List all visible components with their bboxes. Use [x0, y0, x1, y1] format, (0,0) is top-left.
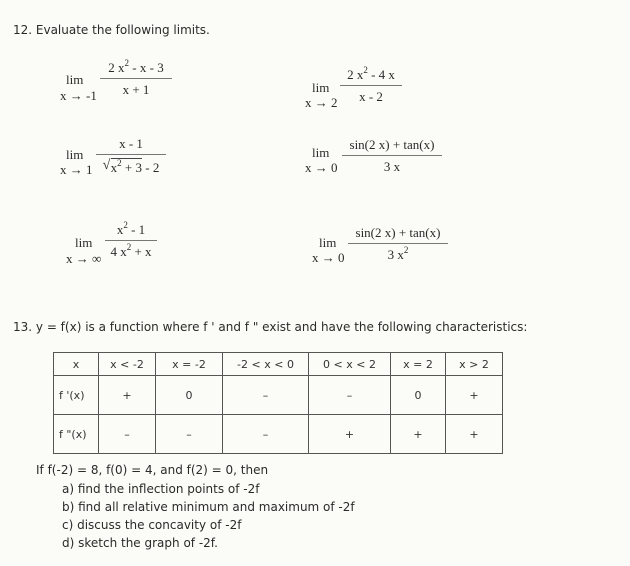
table-cell: + [99, 376, 156, 415]
fraction-bar [100, 78, 172, 79]
radical-icon: √ [102, 158, 111, 173]
part-c: c) discuss the concavity of -2f [62, 518, 242, 532]
lim-word: lim [312, 80, 330, 95]
numerator: $x^2 - 1$ [116, 220, 146, 237]
table-cell: + [446, 376, 503, 415]
fraction-bar [96, 154, 166, 155]
row-label: f '(x) [54, 376, 99, 415]
table-cell: 0 [391, 376, 446, 415]
fraction [348, 225, 448, 263]
table-header-cell: x [54, 353, 99, 376]
fraction [96, 136, 166, 176]
denominator: 3 $x^2$ [387, 245, 409, 262]
table-header-cell: x > 2 [446, 353, 503, 376]
numerator: 2 $x^2 - 4$ x [347, 65, 395, 82]
part-b: b) find all relative minimum and maximum of -2f [62, 500, 355, 514]
lim-word: lim [312, 145, 330, 160]
denominator: 3 x [383, 159, 401, 174]
problem-13-heading: 13. y = f(x) is a function where f ' and f " exist and have the following characteristics: [13, 320, 528, 334]
table-cell: – [223, 415, 309, 454]
lim-approach: x → 2 [305, 95, 338, 110]
table-cell: – [156, 415, 223, 454]
fraction [100, 60, 172, 98]
fraction [105, 222, 157, 260]
table-cell: – [99, 415, 156, 454]
table-header-row [54, 353, 503, 376]
lim-word: lim [75, 235, 93, 250]
denominator: 4 $x^2 + x$ [110, 242, 152, 259]
lim-approach: x → ∞ [66, 251, 102, 266]
table-row-first-derivative [54, 376, 503, 415]
table-header-cell: x = 2 [391, 353, 446, 376]
table-row-second-derivative [54, 415, 503, 454]
table-cell: – [309, 376, 391, 415]
part-d: d) sketch the graph of -2f. [62, 536, 218, 550]
numerator: 2 $x^2$ - x - 3 [108, 58, 164, 75]
denominator: x + 1 [122, 82, 150, 97]
lim-approach: x → 0 [305, 160, 338, 175]
numerator: x - 1 [119, 136, 143, 151]
fraction-bar [340, 85, 402, 86]
lim-word: lim [319, 235, 337, 250]
given-values: If f(-2) = 8, f(0) = 4, and f(2) = 0, then [36, 463, 269, 477]
numerator: sin(2 x) + tan(x) [355, 225, 441, 240]
table-cell: 0 [156, 376, 223, 415]
table-header-cell: x = -2 [156, 353, 223, 376]
denominator: √ $x^2 + 3 - 2$ [102, 158, 160, 175]
row-label: f "(x) [54, 415, 99, 454]
fraction-bar [348, 243, 448, 244]
square-root: √ $x^2 + 3$ [102, 158, 142, 175]
lim-approach: x → -1 [60, 88, 97, 103]
denominator: x - 2 [359, 89, 383, 104]
table-cell: + [446, 415, 503, 454]
fraction [342, 137, 442, 175]
fraction [340, 67, 402, 105]
sign-chart-table [53, 352, 503, 454]
lim-approach: x → 0 [312, 250, 345, 265]
numerator: sin(2 x) + tan(x) [349, 137, 435, 152]
table-cell: + [309, 415, 391, 454]
lim-approach: x → 1 [60, 162, 93, 177]
part-a: a) find the inflection points of -2f [62, 482, 260, 496]
lim-word: lim [66, 147, 84, 162]
table-header-cell: -2 < x < 0 [223, 353, 309, 376]
table-cell: – [223, 376, 309, 415]
lim-word: lim [66, 72, 84, 87]
table-cell: + [391, 415, 446, 454]
table-header-cell: x < -2 [99, 353, 156, 376]
table-header-cell: 0 < x < 2 [309, 353, 391, 376]
problem-12-heading: 12. Evaluate the following limits. [13, 23, 210, 37]
fraction-bar [342, 155, 442, 156]
fraction-bar [105, 240, 157, 241]
